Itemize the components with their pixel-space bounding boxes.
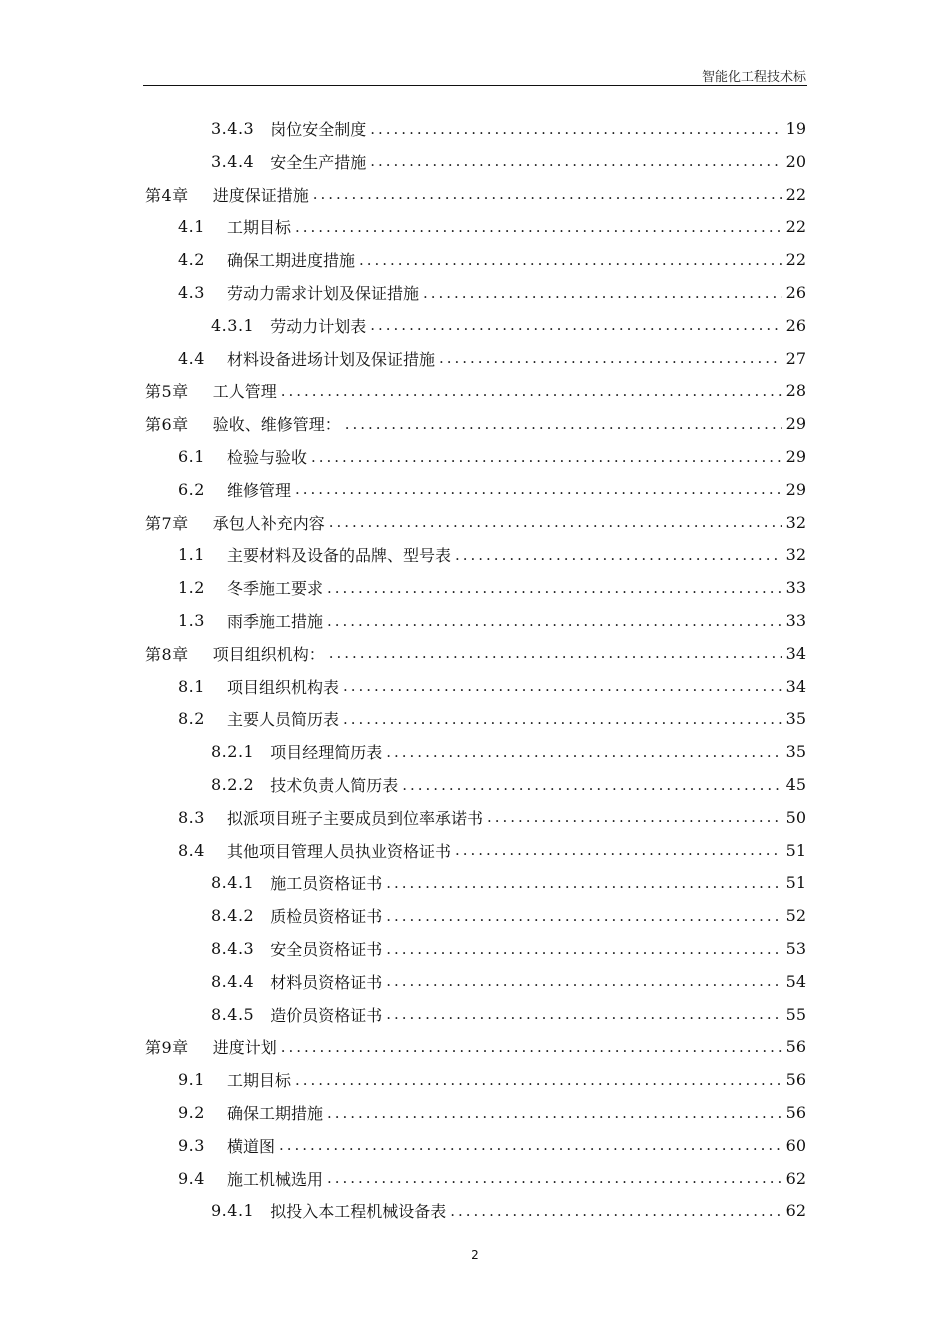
toc-entry-number: 第5章 [145,382,189,402]
toc-entry-number: 1.2 [178,578,205,598]
toc-entry-number: 6.1 [178,447,205,466]
toc-entry-number: 8.2.2 [211,775,255,794]
toc-dot-leader [295,217,782,237]
toc-entry[interactable] [178,440,806,473]
toc-entry-number: 6.2 [178,479,205,499]
toc-dot-leader [279,1135,782,1155]
toc-entry[interactable] [178,1063,806,1096]
toc-entry[interactable] [178,342,806,375]
toc-entry-title: 项目组织机构表 [226,677,339,697]
toc-entry-page: 26 [785,283,806,302]
toc-entry-page: 51 [785,840,806,860]
toc-entry-title: 拟投入本工程机械设备表 [270,1202,447,1222]
toc-entry-title: 施工员资格证书 [270,874,383,894]
toc-dot-leader [327,1103,782,1123]
toc-entry-page: 53 [785,939,806,958]
toc-dot-leader [386,939,781,959]
toc-entry-number: 3.4.3 [211,119,255,138]
toc-entry-title: 工期目标 [226,1071,291,1091]
toc-entry-number: 3.4.4 [211,151,255,171]
toc-entry[interactable] [145,407,806,440]
toc-entry-page: 22 [785,250,806,270]
toc-entry[interactable] [211,145,806,178]
toc-entry-page: 22 [785,184,806,204]
toc-entry-title: 质检员资格证书 [270,907,383,927]
toc-entry-title: 检验与验收 [226,448,307,467]
toc-entry-number: 9.2 [178,1103,205,1122]
toc-entry-number: 1.1 [178,545,205,565]
toc-entry[interactable] [211,965,806,998]
toc-dot-leader [455,545,782,565]
toc-entry-page: 55 [785,1004,806,1024]
toc-entry[interactable] [145,506,806,539]
toc-dot-leader [327,578,782,598]
toc-entry[interactable] [178,702,806,735]
toc-entry-page: 62 [785,1201,806,1221]
toc-entry-title: 岗位安全制度 [270,120,367,139]
toc-entry-number: 8.3 [178,807,205,827]
toc-entry-title: 安全生产措施 [270,152,367,172]
toc-entry-page: 27 [785,348,806,368]
page-number: 2 [471,1248,479,1262]
toc-entry[interactable] [145,637,806,670]
toc-entry[interactable] [178,210,806,243]
toc-entry-title: 材料员资格证书 [270,972,383,992]
toc-entry-title: 维修管理 [226,480,291,500]
toc-entry[interactable] [178,538,806,571]
toc-entry-page: 22 [785,217,806,237]
toc-dot-leader [386,906,781,926]
toc-dot-leader [455,840,782,860]
toc-entry-page: 29 [785,447,806,466]
toc-entry-title: 雨季施工措施 [226,612,323,631]
toc-dot-leader [329,643,782,663]
toc-entry-page: 19 [785,119,806,138]
toc-entry[interactable] [178,1096,806,1129]
toc-entry-title: 施工机械选用 [226,1169,323,1189]
toc-entry-page: 60 [785,1135,806,1155]
toc-entry-title: 其他项目管理人员执业资格证书 [226,841,451,861]
toc-entry-page: 20 [785,151,806,171]
toc-entry[interactable] [178,834,806,867]
toc-entry[interactable] [178,473,806,506]
toc-entry-number: 第6章 [145,415,189,435]
toc-dot-leader [295,1070,782,1090]
toc-entry-number: 4.1 [178,217,205,237]
toc-entry-title: 确保工期进度措施 [226,251,355,271]
toc-entry-number: 8.1 [178,676,205,696]
toc-entry[interactable] [211,735,806,768]
toc-entry-title: 承包人补充内容 [212,513,325,533]
toc-dot-leader [370,119,781,139]
toc-dot-leader [343,676,782,696]
toc-entry-page: 45 [785,775,806,794]
toc-entry-page: 51 [785,873,806,893]
toc-entry-title: 材料设备进场计划及保证措施 [226,349,435,369]
toc-entry-number: 4.4 [178,348,205,368]
toc-entry-title: 安全员资格证书 [270,940,383,959]
toc-dot-leader [359,250,782,270]
toc-entry-page: 32 [785,545,806,565]
toc-entry-number: 8.4.3 [211,939,255,958]
toc-entry-number: 第7章 [145,513,189,533]
toc-entry-title: 确保工期措施 [226,1104,323,1123]
toc-entry-title: 劳动力计划表 [270,316,367,336]
toc-entry-title: 造价员资格证书 [270,1005,383,1025]
toc-entry[interactable] [178,1129,806,1162]
toc-entry[interactable] [211,932,806,965]
toc-entry[interactable] [211,998,806,1031]
toc-dot-leader [423,283,782,303]
toc-entry[interactable] [145,178,806,211]
toc-dot-leader [370,315,781,335]
toc-entry-number: 第9章 [145,1038,189,1058]
toc-entry-page: 28 [785,381,806,401]
toc-entry[interactable] [178,801,806,834]
toc-entry[interactable] [211,309,806,342]
toc-entry[interactable] [178,571,806,604]
toc-entry[interactable] [211,866,806,899]
toc-entry-title: 劳动力需求计划及保证措施 [226,284,419,303]
toc-entry[interactable] [211,112,806,145]
toc-entry-page: 56 [785,1037,806,1057]
toc-entry[interactable] [178,243,806,276]
toc-entry-number: 8.2 [178,709,205,729]
toc-entry[interactable] [178,1162,806,1195]
toc-entry[interactable] [178,276,806,309]
toc-entry-title: 横道图 [226,1136,275,1156]
toc-entry-title: 技术负责人简历表 [270,776,399,795]
toc-dot-leader [311,447,782,467]
toc-entry-title: 进度计划 [212,1038,277,1058]
toc-entry[interactable] [211,899,806,932]
toc-entry-page: 54 [785,971,806,991]
header-rule [143,85,807,86]
toc-entry-page: 56 [785,1070,806,1090]
toc-dot-leader [313,184,782,204]
toc-entry[interactable] [178,604,806,637]
toc-entry-title: 项目组织机构： [212,644,325,664]
toc-entry-number: 4.3 [178,283,205,302]
toc-entry-number: 8.4.1 [211,873,255,893]
toc-entry-title: 工期目标 [226,218,291,238]
toc-entry-number: 4.2 [178,250,205,270]
toc-entry-number: 第8章 [145,644,189,664]
toc-entry-number: 8.4.5 [211,1004,255,1024]
toc-dot-leader [329,512,782,532]
toc-entry-number: 9.4 [178,1168,205,1188]
toc-dot-leader [487,807,782,827]
toc-entry-title: 冬季施工要求 [226,579,323,599]
toc-entry-page: 34 [785,643,806,663]
toc-entry-page: 29 [785,414,806,434]
toc-entry-title: 验收、维修管理： [212,415,341,435]
toc-dot-leader [370,151,781,171]
toc-dot-leader [386,742,781,762]
toc-dot-leader [386,873,781,893]
toc-dot-leader [327,611,782,631]
toc-entry[interactable] [145,374,806,407]
toc-entry-page: 56 [785,1103,806,1122]
toc-entry-page: 35 [785,709,806,729]
toc-entry-page: 34 [785,676,806,696]
toc-entry-page: 29 [785,479,806,499]
header-title: 智能化工程技术标 [701,70,806,85]
toc-entry-number: 9.1 [178,1070,205,1090]
toc-entry-page: 62 [785,1168,806,1188]
toc-entry[interactable] [211,768,806,801]
toc-entry-title: 主要人员简历表 [226,710,339,730]
toc-dot-leader [343,709,782,729]
toc-entry-title: 拟派项目班子主要成员到位率承诺书 [226,808,483,828]
toc-dot-leader [386,971,781,991]
toc-dot-leader [402,775,781,795]
toc-entry-title: 进度保证措施 [212,185,309,205]
toc-entry-page: 32 [785,512,806,532]
toc-entry-number: 9.4.1 [211,1201,255,1221]
toc-dot-leader [439,348,782,368]
toc-dot-leader [295,479,782,499]
toc-entry-page: 50 [785,807,806,827]
toc-dot-leader [345,414,782,434]
toc-entry-page: 35 [785,742,806,762]
toc-dot-leader [386,1004,781,1024]
toc-entry[interactable] [211,1194,806,1227]
toc-entry-page: 26 [785,315,806,335]
toc-entry[interactable] [178,670,806,703]
toc-entry-number: 第4章 [145,185,189,205]
toc-entry-title: 工人管理 [212,382,277,402]
toc-entry-page: 33 [785,611,806,630]
toc-entry-number: 4.3.1 [211,315,255,335]
toc-entry[interactable] [145,1030,806,1063]
toc-dot-leader [281,1037,782,1057]
toc-entry-page: 52 [785,906,806,926]
toc-entry-number: 1.3 [178,611,205,630]
toc-entry-number: 8.4.2 [211,906,255,926]
toc-dot-leader [281,381,782,401]
toc-entry-page: 33 [785,578,806,598]
toc-entry-title: 主要材料及设备的品牌、型号表 [226,546,451,566]
toc-entry-title: 项目经理简历表 [270,743,383,763]
toc-dot-leader [327,1168,782,1188]
toc-entry-number: 8.4.4 [211,971,255,991]
toc-entry-number: 9.3 [178,1135,205,1155]
toc-entry-number: 8.4 [178,840,205,860]
toc-entry-number: 8.2.1 [211,742,255,762]
toc-dot-leader [450,1201,781,1221]
